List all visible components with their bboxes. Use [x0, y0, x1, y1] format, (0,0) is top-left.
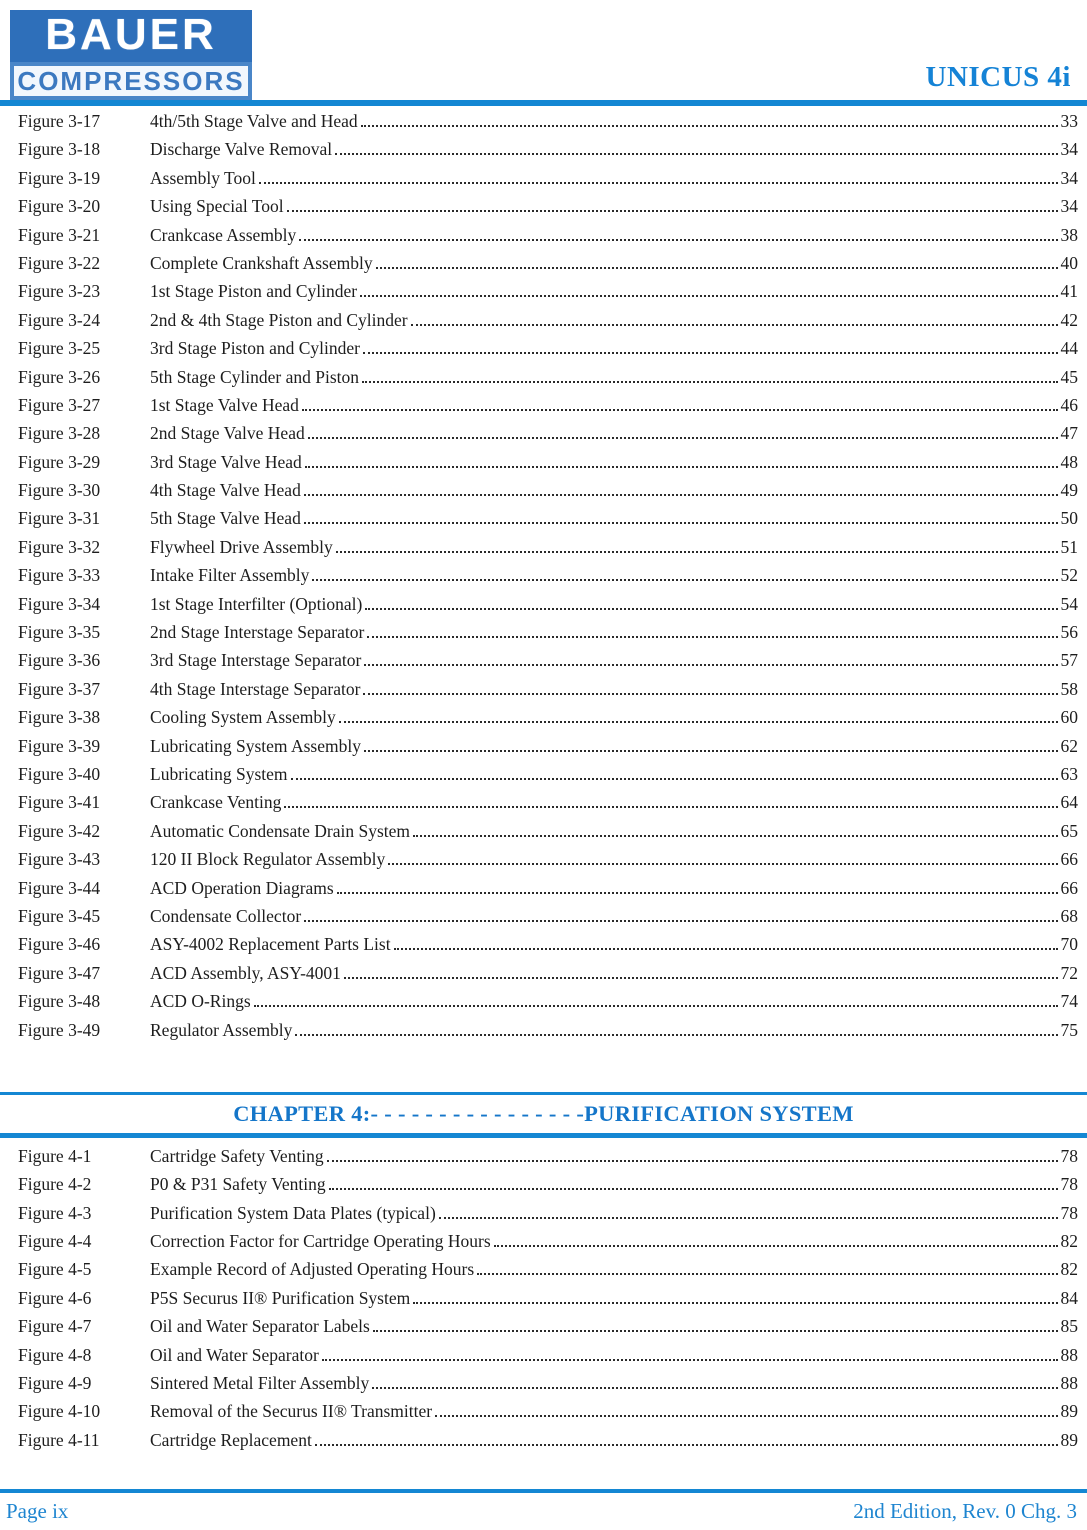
- dot-leader: [363, 693, 1057, 695]
- toc-entry: [18, 963, 1078, 991]
- page-number: 56: [1060, 622, 1078, 643]
- figure-title: 120 II Block Regulator Assembly: [150, 849, 386, 870]
- figure-title: Assembly Tool: [150, 167, 256, 188]
- dot-leader: [304, 522, 1058, 524]
- toc-entry: [18, 1316, 1078, 1344]
- chapter-4-divider: [0, 1092, 1087, 1138]
- figure-label: Figure 3-24: [18, 309, 101, 330]
- toc-entry: [18, 1259, 1078, 1287]
- figure-label: Figure 3-31: [18, 508, 101, 529]
- dot-leader: [376, 267, 1058, 269]
- page-number: 34: [1060, 196, 1078, 217]
- page-number: 52: [1060, 565, 1078, 586]
- footer-page-number: Page ix: [6, 1499, 69, 1523]
- figure-title: Discharge Valve Removal: [150, 139, 333, 160]
- dot-leader: [302, 409, 1058, 411]
- page-number: 44: [1060, 338, 1078, 359]
- dot-leader: [335, 153, 1057, 155]
- figure-title: Lubricating System Assembly: [150, 735, 361, 756]
- page-number: 33: [1060, 111, 1078, 131]
- figure-title: Complete Crankshaft Assembly: [150, 252, 373, 273]
- page-number: 78: [1060, 1174, 1078, 1195]
- logo-text-bauer: BAUER: [45, 10, 217, 59]
- toc-entry: [18, 1373, 1078, 1401]
- page-number: 62: [1060, 735, 1078, 756]
- toc-entry: [18, 1020, 1078, 1048]
- figure-title: Example Record of Adjusted Operating Hours: [150, 1259, 475, 1280]
- toc-entry: [18, 679, 1078, 707]
- toc-entry: [18, 991, 1078, 1019]
- dot-leader: [287, 210, 1058, 212]
- dot-leader: [435, 1415, 1057, 1417]
- page-number: 68: [1060, 905, 1078, 926]
- toc-entry: [18, 1401, 1078, 1429]
- page-number: 58: [1060, 678, 1078, 699]
- toc-entry: [18, 565, 1078, 593]
- dot-leader: [254, 1005, 1058, 1007]
- figure-label: Figure 4-1: [18, 1145, 92, 1166]
- toc-entry: [18, 821, 1078, 849]
- dot-leader: [284, 806, 1057, 808]
- figure-label: Figure 3-30: [18, 480, 101, 501]
- figure-title: 4th/5th Stage Valve and Head: [150, 111, 358, 131]
- toc-entry: [18, 367, 1078, 395]
- page-number: 84: [1060, 1287, 1078, 1308]
- toc-entry: [18, 650, 1078, 678]
- figure-label: Figure 3-43: [18, 849, 101, 870]
- toc-entry: [18, 225, 1078, 253]
- toc-entry: [18, 906, 1078, 934]
- page-number: 82: [1060, 1231, 1078, 1252]
- page-number: 70: [1060, 934, 1078, 955]
- page-number: 66: [1060, 849, 1078, 870]
- figure-title: 4th Stage Interstage Separator: [150, 678, 361, 699]
- toc-entry: [18, 452, 1078, 480]
- bauer-logo: [10, 10, 252, 100]
- page-number: 89: [1060, 1429, 1078, 1450]
- figure-label: Figure 3-41: [18, 792, 101, 813]
- dot-leader: [494, 1245, 1058, 1247]
- toc-entry: [18, 878, 1078, 906]
- dot-leader: [394, 948, 1058, 950]
- dot-leader: [388, 863, 1057, 865]
- dot-leader: [362, 381, 1057, 383]
- page-number: 60: [1060, 707, 1078, 728]
- toc-entry: [18, 1430, 1078, 1458]
- toc-entry: [18, 139, 1078, 167]
- page-number: 49: [1060, 480, 1078, 501]
- figure-title: Crankcase Assembly: [150, 224, 297, 245]
- toc-entry: [18, 792, 1078, 820]
- figure-label: Figure 3-40: [18, 763, 101, 784]
- toc-entry: [18, 1288, 1078, 1316]
- figure-label: Figure 4-7: [18, 1316, 92, 1337]
- dot-leader: [315, 1444, 1058, 1446]
- figure-label: Figure 4-6: [18, 1287, 92, 1308]
- figure-label: Figure 3-44: [18, 877, 101, 898]
- figure-label: Figure 3-18: [18, 139, 101, 160]
- page-header: [0, 0, 1087, 100]
- figure-label: Figure 3-35: [18, 622, 101, 643]
- page-number: 72: [1060, 962, 1078, 983]
- footer-edition: 2nd Edition, Rev. 0 Chg. 3: [853, 1499, 1077, 1523]
- toc-entry: [18, 1231, 1078, 1259]
- dot-leader: [304, 494, 1058, 496]
- figure-title: P0 & P31 Safety Venting: [150, 1174, 326, 1195]
- toc-entry: [18, 1146, 1078, 1174]
- logo-text-compressors: COMPRESSORS: [17, 66, 245, 96]
- page-number: 85: [1060, 1316, 1078, 1337]
- figure-label: Figure 3-32: [18, 536, 101, 557]
- toc-entry: [18, 849, 1078, 877]
- dot-leader: [336, 551, 1058, 553]
- page-number: 42: [1060, 309, 1078, 330]
- page-number: 45: [1060, 366, 1078, 387]
- toc-entry: [18, 707, 1078, 735]
- figure-title: 2nd Stage Interstage Separator: [150, 622, 365, 643]
- figure-title: Intake Filter Assembly: [150, 565, 310, 586]
- toc-entry: [18, 1203, 1078, 1231]
- dot-leader: [308, 437, 1058, 439]
- dot-leader: [259, 182, 1058, 184]
- figure-title: Cartridge Safety Venting: [150, 1145, 324, 1166]
- figure-title: 3rd Stage Piston and Cylinder: [150, 338, 360, 359]
- figure-title: 2nd Stage Valve Head: [150, 423, 305, 444]
- figure-title: 3rd Stage Interstage Separator: [150, 650, 362, 671]
- dot-leader: [413, 1302, 1057, 1304]
- toc-entry: [18, 111, 1078, 139]
- figure-title: 5th Stage Cylinder and Piston: [150, 366, 360, 387]
- figure-label: Figure 3-20: [18, 196, 101, 217]
- figure-title: 1st Stage Interfilter (Optional): [150, 593, 363, 614]
- figure-title: ACD Assembly, ASY-4001: [150, 962, 341, 983]
- figure-label: Figure 3-33: [18, 565, 101, 586]
- figure-label: Figure 3-17: [18, 111, 101, 131]
- toc-entry: [18, 934, 1078, 962]
- figure-label: Figure 3-21: [18, 224, 101, 245]
- chapter-4-heading: CHAPTER 4:- - - - - - - - - - - - - - - -PURIFICATION SYSTEM: [233, 1100, 854, 1126]
- figure-label: Figure 4-2: [18, 1174, 92, 1195]
- dot-leader: [304, 920, 1057, 922]
- figure-title: Oil and Water Separator Labels: [150, 1316, 370, 1337]
- toc-entry: [18, 594, 1078, 622]
- figure-label: Figure 3-42: [18, 820, 101, 841]
- figure-label: Figure 4-11: [18, 1429, 100, 1450]
- page-number: 46: [1060, 394, 1078, 415]
- dot-leader: [360, 295, 1057, 297]
- dot-leader: [322, 1359, 1058, 1361]
- figure-label: Figure 3-45: [18, 905, 101, 926]
- figure-title: P5S Securus II® Purification System: [150, 1287, 411, 1308]
- page-number: 78: [1060, 1145, 1078, 1166]
- figure-list-chapter-3: [0, 106, 1087, 1048]
- dot-leader: [372, 1387, 1057, 1389]
- figure-label: Figure 3-39: [18, 735, 101, 756]
- toc-entry: [18, 168, 1078, 196]
- page-number: 82: [1060, 1259, 1078, 1280]
- dot-leader: [361, 125, 1058, 127]
- figure-title: ASY-4002 Replacement Parts List: [150, 934, 391, 955]
- figure-title: Using Special Tool: [150, 196, 284, 217]
- page-number: 41: [1060, 281, 1078, 302]
- dot-leader: [312, 579, 1057, 581]
- figure-title: Oil and Water Separator: [150, 1344, 319, 1365]
- figure-title: Cooling System Assembly: [150, 707, 336, 728]
- toc-entry: [18, 395, 1078, 423]
- figure-label: Figure 3-46: [18, 934, 101, 955]
- page-number: 48: [1060, 451, 1078, 472]
- dot-leader: [439, 1217, 1058, 1219]
- toc-entry: [18, 537, 1078, 565]
- figure-title: 1st Stage Valve Head: [150, 394, 299, 415]
- toc-entry: [18, 253, 1078, 281]
- figure-title: Crankcase Venting: [150, 792, 282, 813]
- page-number: 40: [1060, 252, 1078, 273]
- toc-entry: [18, 196, 1078, 224]
- product-title: UNICUS 4i: [925, 61, 1071, 93]
- page-number: 54: [1060, 593, 1078, 614]
- figure-list-chapter-4: [0, 1138, 1087, 1458]
- figure-label: Figure 3-23: [18, 281, 101, 302]
- figure-label: Figure 4-3: [18, 1202, 92, 1223]
- figure-label: Figure 3-34: [18, 593, 101, 614]
- figure-title: Cartridge Replacement: [150, 1429, 312, 1450]
- figure-title: Sintered Metal Filter Assembly: [150, 1373, 370, 1394]
- toc-entry: [18, 281, 1078, 309]
- page-number: 89: [1060, 1401, 1078, 1422]
- dot-leader: [339, 721, 1058, 723]
- figure-title: Flywheel Drive Assembly: [150, 536, 333, 557]
- dot-leader: [295, 1034, 1057, 1036]
- toc-entry: [18, 1345, 1078, 1373]
- page-footer: [0, 1489, 1087, 1530]
- dot-leader: [291, 778, 1058, 780]
- dot-leader: [344, 977, 1058, 979]
- bauer-logo-subtext: [10, 62, 252, 100]
- toc-entry: [18, 1174, 1078, 1202]
- toc-entry: [18, 423, 1078, 451]
- figure-label: Figure 4-9: [18, 1373, 92, 1394]
- page-number: 34: [1060, 167, 1078, 188]
- figure-title: Lubricating System: [150, 763, 288, 784]
- toc-entry: [18, 338, 1078, 366]
- toc-entry: [18, 480, 1078, 508]
- figure-title: Correction Factor for Cartridge Operating Hours: [150, 1231, 491, 1252]
- figure-label: Figure 3-19: [18, 167, 101, 188]
- page-number: 88: [1060, 1344, 1078, 1365]
- figure-label: Figure 3-28: [18, 423, 101, 444]
- figure-label: Figure 3-47: [18, 962, 101, 983]
- figure-title: Removal of the Securus II® Transmitter: [150, 1401, 433, 1422]
- dot-leader: [327, 1160, 1058, 1162]
- toc-entry: [18, 764, 1078, 792]
- dot-leader: [411, 324, 1058, 326]
- page-number: 57: [1060, 650, 1078, 671]
- toc-entry: [18, 736, 1078, 764]
- page-number: 64: [1060, 792, 1078, 813]
- figure-title: Condensate Collector: [150, 905, 302, 926]
- figure-title: 2nd & 4th Stage Piston and Cylinder: [150, 309, 408, 330]
- page-number: 38: [1060, 224, 1078, 245]
- page-number: 34: [1060, 139, 1078, 160]
- toc-entry: [18, 508, 1078, 536]
- figure-label: Figure 4-10: [18, 1401, 101, 1422]
- figure-label: Figure 4-8: [18, 1344, 92, 1365]
- toc-entry: [18, 622, 1078, 650]
- dot-leader: [373, 1330, 1058, 1332]
- dot-leader: [329, 1188, 1058, 1190]
- toc-entry: [18, 310, 1078, 338]
- dot-leader: [413, 835, 1057, 837]
- dot-leader: [305, 466, 1058, 468]
- dot-leader: [363, 352, 1058, 354]
- dot-leader: [299, 239, 1057, 241]
- page-number: 88: [1060, 1373, 1078, 1394]
- page-number: 74: [1060, 991, 1078, 1012]
- figure-title: ACD O-Rings: [150, 991, 251, 1012]
- figure-label: Figure 3-38: [18, 707, 101, 728]
- page-number: 78: [1060, 1202, 1078, 1223]
- figure-title: 4th Stage Valve Head: [150, 480, 301, 501]
- page-number: 50: [1060, 508, 1078, 529]
- figure-title: 1st Stage Piston and Cylinder: [150, 281, 358, 302]
- figure-title: Automatic Condensate Drain System: [150, 820, 411, 841]
- dot-leader: [364, 664, 1057, 666]
- figure-label: Figure 3-27: [18, 394, 101, 415]
- figure-label: Figure 3-36: [18, 650, 101, 671]
- dot-leader: [477, 1273, 1057, 1275]
- figure-title: Purification System Data Plates (typical): [150, 1202, 436, 1223]
- dot-leader: [337, 892, 1058, 894]
- figure-label: Figure 3-26: [18, 366, 101, 387]
- dot-leader: [365, 608, 1057, 610]
- figure-title: Regulator Assembly: [150, 1019, 293, 1040]
- figure-label: Figure 3-48: [18, 991, 101, 1012]
- figure-label: Figure 4-5: [18, 1259, 92, 1280]
- page-number: 65: [1060, 820, 1078, 841]
- figure-label: Figure 3-29: [18, 451, 101, 472]
- footer-rule: [0, 1489, 1087, 1493]
- figure-label: Figure 3-22: [18, 252, 101, 273]
- figure-label: Figure 3-49: [18, 1019, 101, 1040]
- page-number: 63: [1060, 763, 1078, 784]
- figure-label: Figure 3-37: [18, 678, 101, 699]
- page-number: 75: [1060, 1019, 1078, 1040]
- page-number: 47: [1060, 423, 1078, 444]
- figure-label: Figure 4-4: [18, 1231, 92, 1252]
- page-number: 51: [1060, 536, 1078, 557]
- figure-title: 5th Stage Valve Head: [150, 508, 301, 529]
- figure-label: Figure 3-25: [18, 338, 101, 359]
- page-number: 66: [1060, 877, 1078, 898]
- dot-leader: [364, 750, 1058, 752]
- figure-title: 3rd Stage Valve Head: [150, 451, 302, 472]
- dot-leader: [367, 636, 1057, 638]
- figure-title: ACD Operation Diagrams: [150, 877, 334, 898]
- bauer-logo-wordmark: [10, 10, 252, 62]
